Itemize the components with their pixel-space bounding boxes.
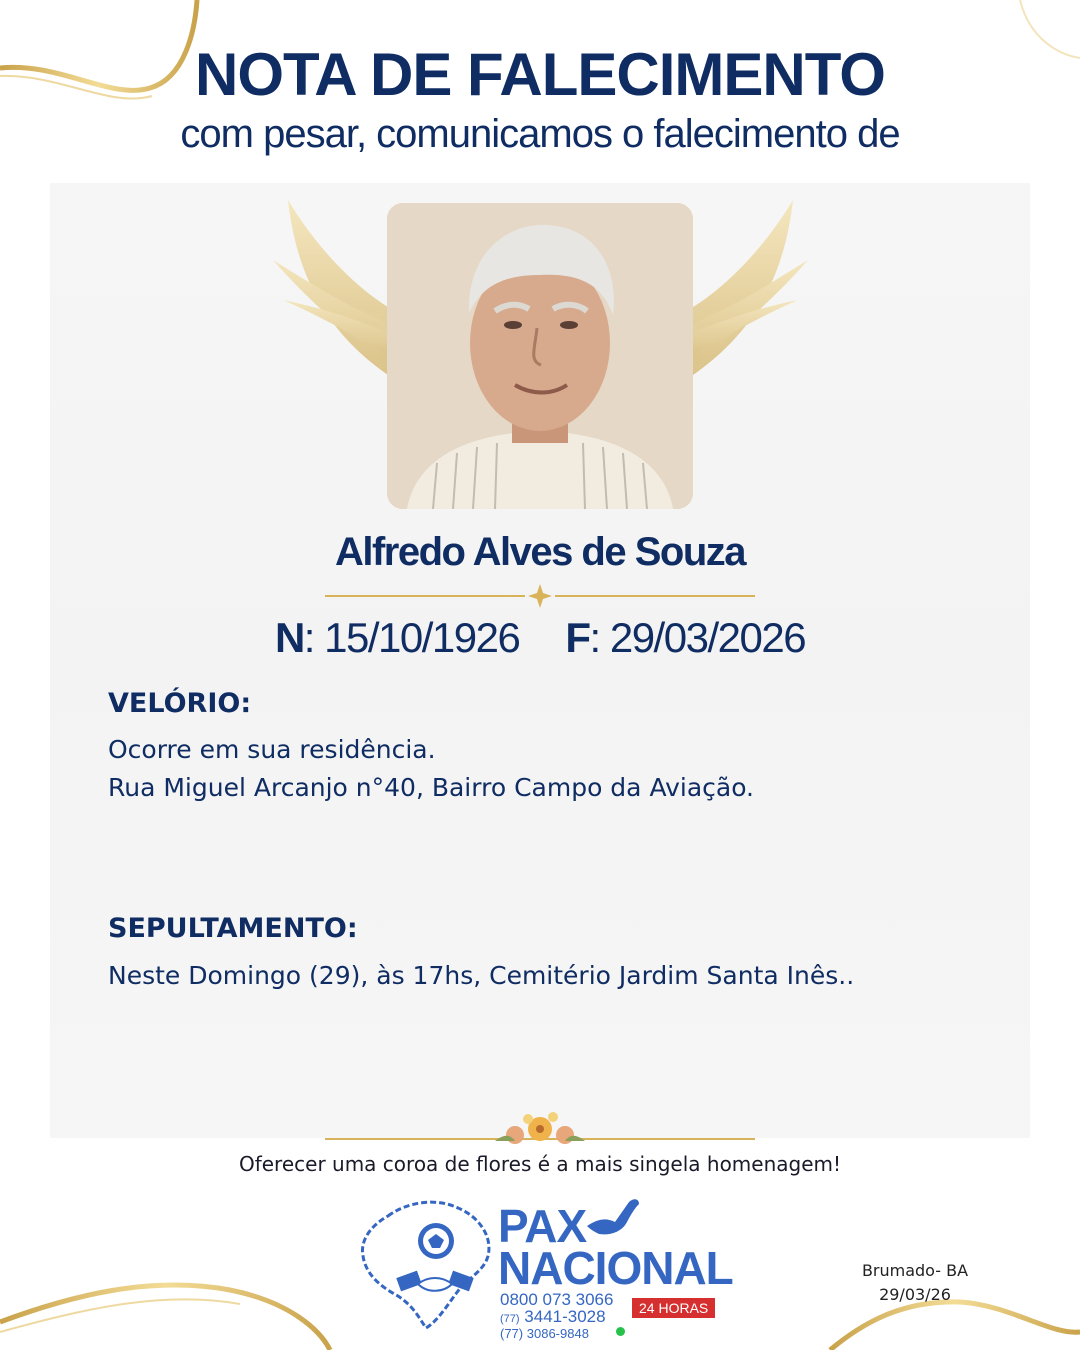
sepultamento-line-1: Neste Domingo (29), às 17hs, Cemitério Jardim Santa Inês..: [108, 961, 855, 990]
phone-tollfree: 0800 073 3066: [500, 1290, 614, 1309]
death-date: 29/03/2026: [609, 614, 806, 661]
brand-word-nacional: NACIONAL: [498, 1242, 733, 1294]
deceased-name: Alfredo Alves de Souza: [334, 530, 746, 574]
death-label: F: [565, 614, 590, 661]
gold-divider: [325, 584, 755, 608]
city-label: Brumado- BA: [861, 1261, 969, 1280]
portrait-photo: [387, 203, 693, 509]
tagline: Oferecer uma coroa de flores é a mais singela homenagem!: [238, 1152, 842, 1176]
brand-word-pax: PAX: [498, 1200, 587, 1252]
phone-3-number: 3086-9848: [526, 1326, 589, 1341]
brazil-map-handshake-logo: [358, 1196, 498, 1331]
dove-icon: [585, 1196, 641, 1238]
24h-badge: 24 HORAS: [632, 1298, 715, 1318]
page-subtitle: com pesar, comunicamos o falecimento de: [180, 112, 900, 156]
page-title: NOTA DE FALECIMENTO: [195, 41, 885, 108]
birth-label: N: [274, 614, 304, 661]
velorio-line-2: Rua Miguel Arcanjo n°40, Bairro Campo da Aviação.: [108, 773, 755, 802]
phone-3-ddd: (77): [500, 1326, 524, 1341]
location-date: [840, 1259, 990, 1307]
whatsapp-icon: [616, 1327, 625, 1336]
phone-2-ddd: (77): [500, 1313, 520, 1325]
phone-2-number: 3441-3028: [524, 1307, 606, 1326]
phone-line-2: [500, 1307, 606, 1327]
sepultamento-heading: SEPULTAMENTO:: [108, 913, 358, 944]
life-dates: N: 15/10/1926 F: 29/03/2026: [274, 614, 806, 661]
flower-ornament: [325, 1105, 755, 1153]
velorio-heading: VELÓRIO:: [108, 688, 252, 719]
velorio-line-1: Ocorre em sua residência.: [108, 735, 436, 764]
birth-date: 15/10/1926: [324, 614, 520, 661]
phone-line-3: [500, 1326, 589, 1341]
publish-date: 29/03/26: [879, 1285, 951, 1304]
